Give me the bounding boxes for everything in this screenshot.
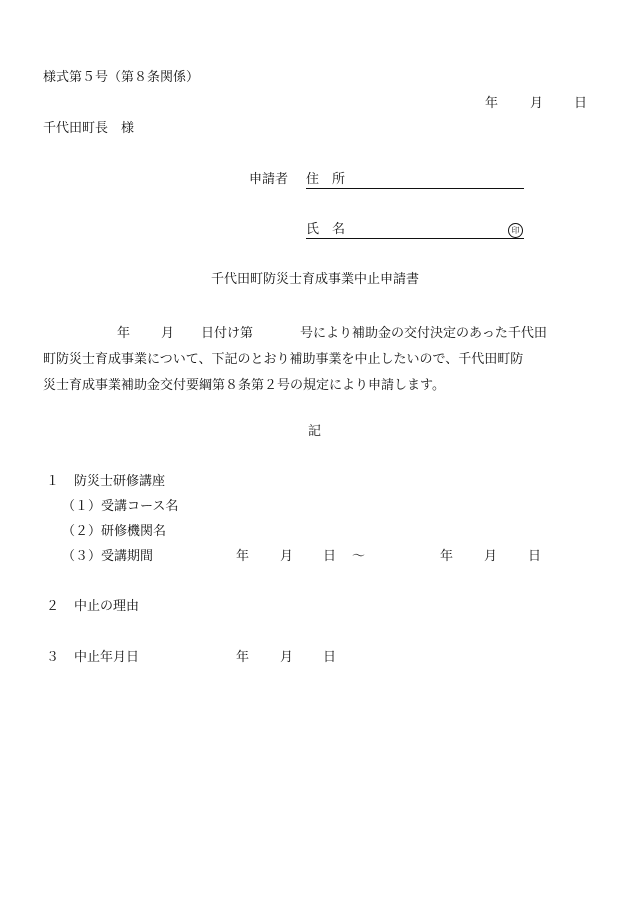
addressee: 千代田町長 様 xyxy=(43,121,135,136)
item3-day: 日 xyxy=(323,650,337,665)
item2-label: 中止の理由 xyxy=(74,599,140,614)
ki-heading: 記 xyxy=(308,424,322,439)
body-paragraph xyxy=(43,321,591,399)
item3-label: 中止年月日 xyxy=(74,650,140,665)
body-line-3: 災士育成事業補助金交付要綱第８条第２号の規定により申請します。 xyxy=(43,378,445,393)
item1-sub3: （３）受講期間 xyxy=(62,549,154,564)
item3-number: ３ xyxy=(46,650,60,665)
body-line-1-rest: 号により補助金の交付決定のあった千代田 xyxy=(300,326,547,341)
date-day: 日 xyxy=(574,96,588,111)
body-year: 年 xyxy=(117,326,131,341)
address-field[interactable] xyxy=(306,172,524,189)
date-month: 月 xyxy=(530,96,544,111)
item3-year: 年 xyxy=(236,650,250,665)
item1-number: １ xyxy=(46,474,60,489)
period-day-1: 日 xyxy=(323,549,337,564)
period-year-1: 年 xyxy=(236,549,250,564)
form-number: 様式第５号（第８条関係） xyxy=(43,70,200,85)
period-day-2: 日 xyxy=(528,549,542,564)
item1-sub2: （２）研修機関名 xyxy=(62,524,167,539)
name-label: 氏 名 xyxy=(306,222,346,237)
period-separator: ～ xyxy=(352,549,366,564)
body-month: 月 xyxy=(161,326,175,341)
address-label: 住 所 xyxy=(306,172,346,187)
body-number-prefix: 日付け第 xyxy=(201,326,254,341)
date-year: 年 xyxy=(485,96,499,111)
applicant-label: 申請者 xyxy=(249,172,289,187)
item3-month: 月 xyxy=(280,650,294,665)
seal-icon: 印 xyxy=(508,223,523,238)
document-title: 千代田町防災士育成事業中止申請書 xyxy=(210,272,419,287)
period-month-2: 月 xyxy=(484,549,498,564)
item1-label: 防災士研修講座 xyxy=(74,474,166,489)
item1-sub1: （１）受講コース名 xyxy=(62,499,179,514)
item2-number: ２ xyxy=(46,599,60,614)
body-line-1 xyxy=(43,321,591,347)
name-field[interactable] xyxy=(306,222,524,239)
body-line-2: 町防災士育成事業について、下記のとおり補助事業を中止したいので、千代田町防 xyxy=(43,352,524,367)
period-year-2: 年 xyxy=(440,549,454,564)
period-month-1: 月 xyxy=(280,549,294,564)
